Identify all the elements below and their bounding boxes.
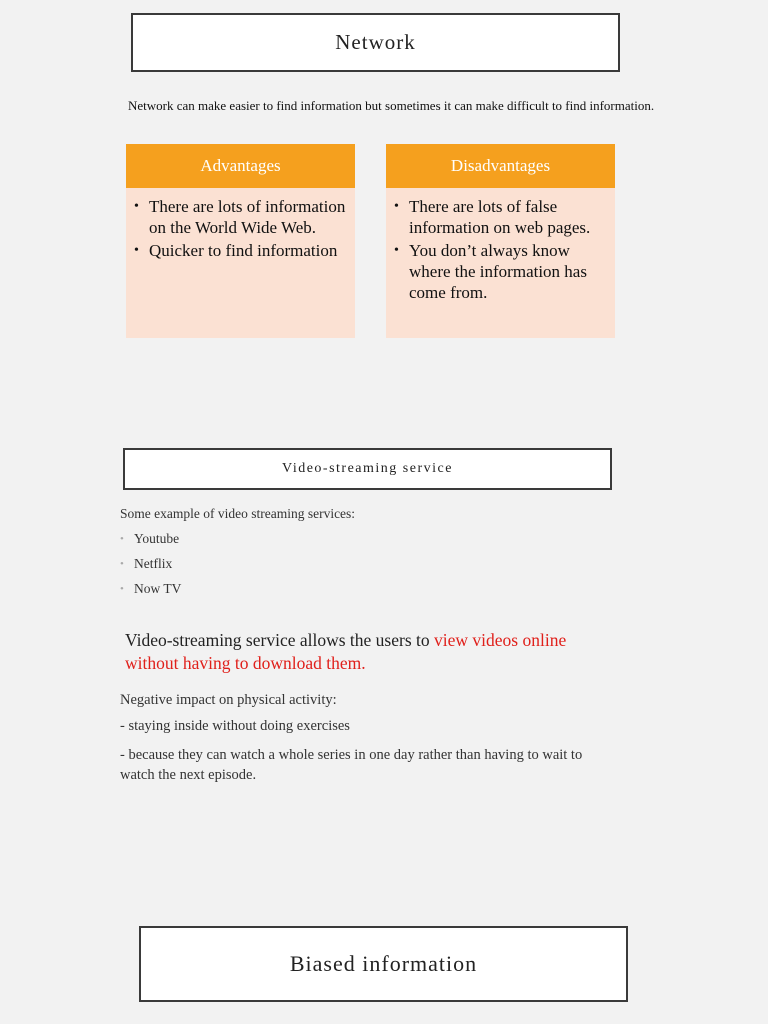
bullet-icon: • bbox=[134, 199, 139, 214]
video-streaming-title-box bbox=[123, 448, 612, 490]
list-item: • Now TV bbox=[120, 581, 182, 596]
list-item: • Youtube bbox=[120, 531, 180, 546]
bullet-icon: • bbox=[120, 533, 124, 545]
definition-highlight: view videos online without having to download them. bbox=[125, 630, 567, 673]
impact-item: - staying inside without doing exercises bbox=[120, 718, 350, 734]
list-item: • Netflix bbox=[120, 556, 173, 571]
advantages-list bbox=[126, 188, 355, 261]
disadvantages-card bbox=[386, 144, 615, 338]
network-title-box bbox=[131, 13, 620, 72]
impact-item: - because they can watch a whole series in one day rather than having to wait to watch the next episode. bbox=[120, 747, 583, 783]
disadvantages-list bbox=[386, 188, 615, 303]
streaming-examples-intro: Some example of video streaming services: bbox=[120, 506, 356, 521]
streaming-services-list bbox=[120, 530, 181, 605]
network-title: Network bbox=[335, 30, 416, 54]
definition-text: Video-streaming service allows the users to bbox=[125, 630, 435, 650]
disadvantages-header: Disadvantages bbox=[386, 144, 615, 188]
bullet-icon: • bbox=[120, 558, 124, 570]
bullet-icon: • bbox=[394, 243, 399, 258]
bullet-icon: • bbox=[134, 243, 139, 258]
list-item: • Quicker to find information bbox=[134, 241, 338, 260]
biased-information-title-box bbox=[139, 926, 628, 1002]
bullet-icon: • bbox=[120, 583, 124, 595]
advantages-card bbox=[126, 144, 355, 338]
impact-heading: Negative impact on physical activity: bbox=[120, 692, 337, 708]
network-intro-text: Network can make easier to find information but sometimes it can make difficult to find information. bbox=[128, 98, 655, 113]
list-item: • There are lots of information on the World Wide Web. bbox=[134, 197, 346, 237]
list-item: • You don’t always know where the information has come from. bbox=[394, 241, 587, 302]
streaming-definition bbox=[125, 629, 595, 675]
list-item: • There are lots of false information on web pages. bbox=[394, 197, 591, 237]
advantages-header: Advantages bbox=[126, 144, 355, 188]
biased-information-title: Biased information bbox=[289, 951, 478, 976]
video-streaming-title: Video-streaming service bbox=[282, 461, 453, 476]
bullet-icon: • bbox=[394, 199, 399, 214]
